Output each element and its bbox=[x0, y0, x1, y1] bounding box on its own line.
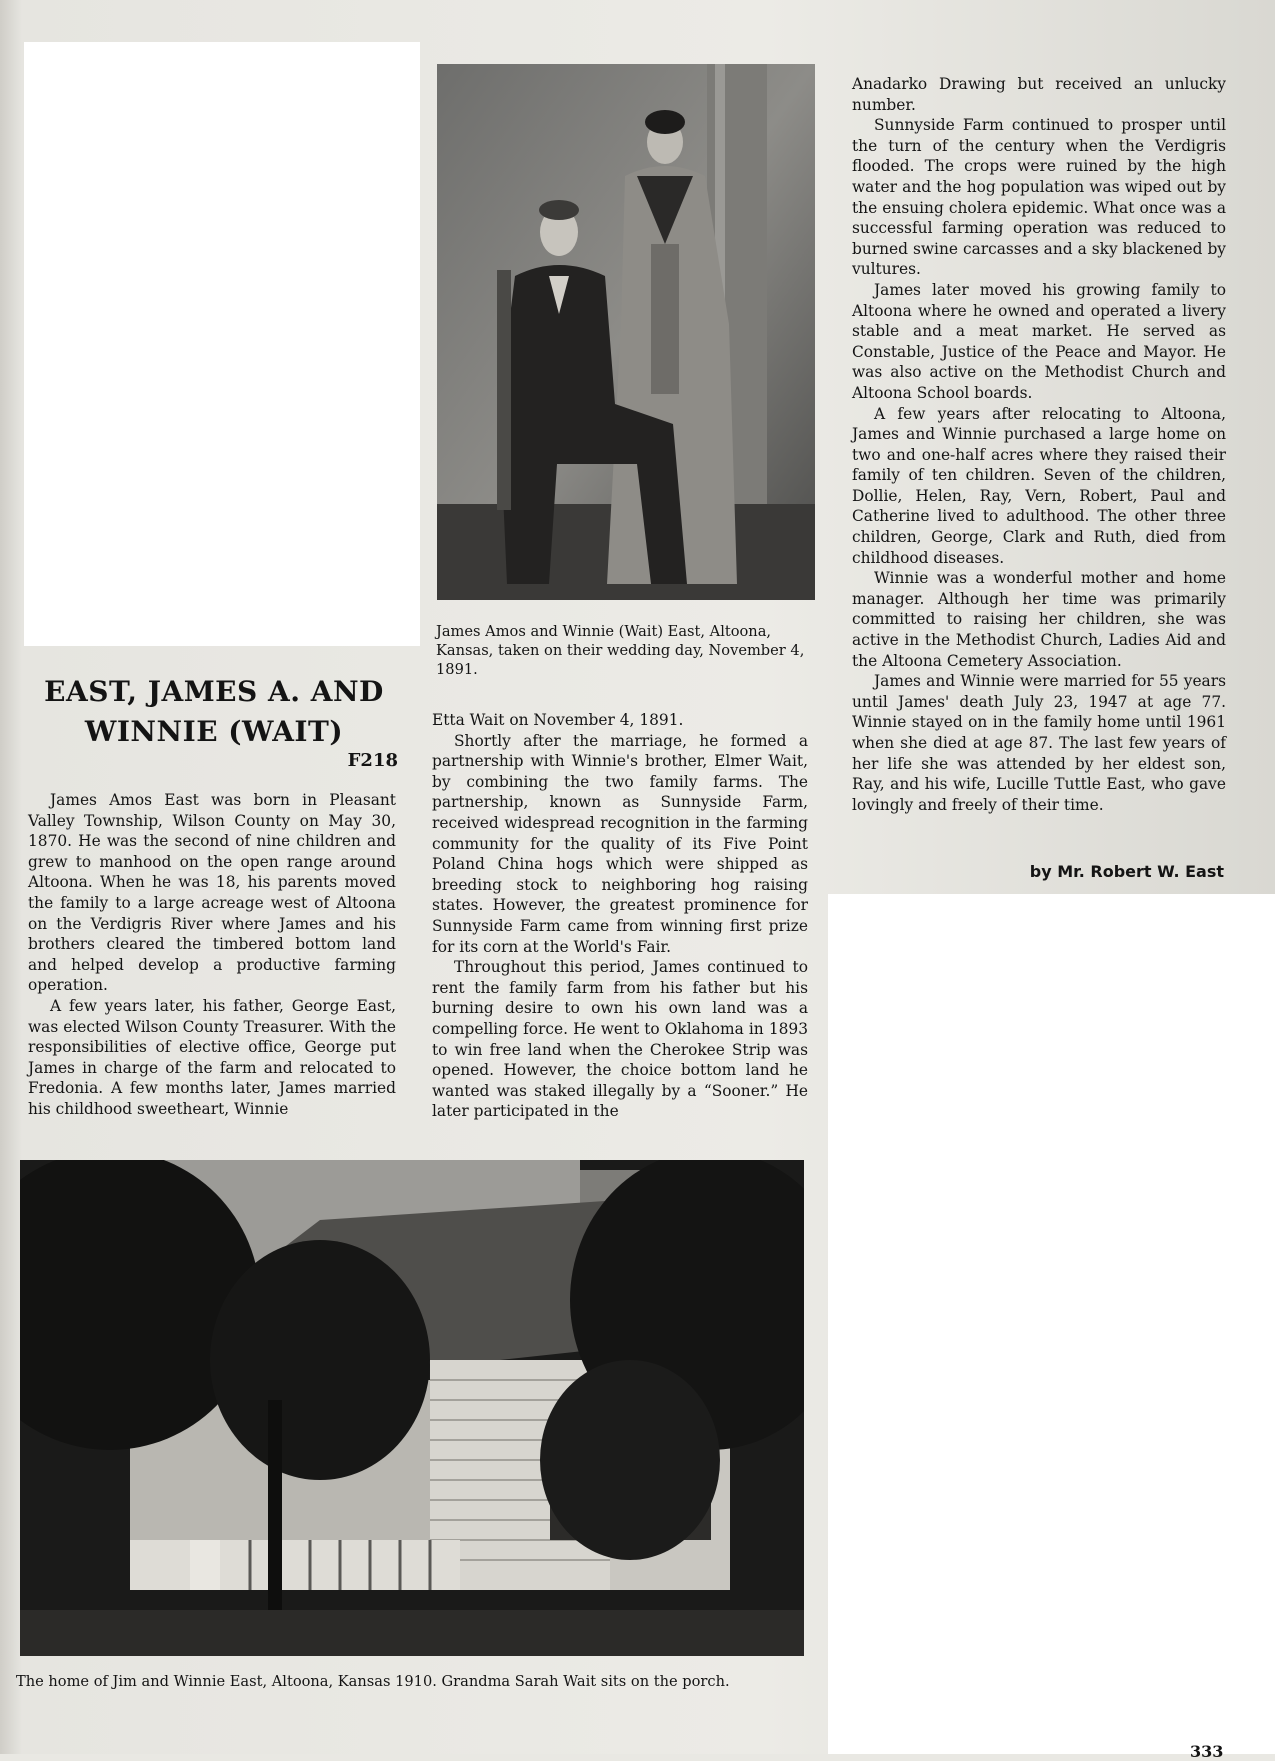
col3-paragraph: Anadarko Drawing but received an unlucky number. bbox=[852, 75, 1226, 114]
col2-paragraph: Shortly after the marriage, he formed a partnership with Winnie's brother, Elmer Wait, by combining the two family farms. The partnership, known as Sunnyside Farm, received widespread recognition in the farming community for the quality of its Five Point Poland China hogs which were shipped as breeding stock to neighboring hog raising states. However, the greatest prominence for Sunnyside Farm came from winning first prize for its corn at the World's Fair. bbox=[432, 731, 808, 956]
col3-paragraph: A few years after relocating to Altoona, James and Winnie purchased a large home on two and one-half acres where they raised their family of ten children. Seven of the children, Dollie, Helen, Ray, Vern, Robert, Paul and Catherine lived to adulthood. The other three children, George, Clark and Ruth, died from childhood diseases. bbox=[852, 404, 1226, 567]
col1-paragraph: A few years later, his father, George East, was elected Wilson County Treasurer. With the responsibilities of elective office, George put James in charge of the farm and relocated to Fredonia. A few months later, James married his childhood sweetheart, Winnie bbox=[28, 996, 396, 1118]
column-2 bbox=[432, 710, 808, 1122]
house-caption: The home of Jim and Winnie East, Altoona, Kansas 1910. Grandma Sarah Wait sits on the porch. bbox=[16, 1673, 730, 1690]
col2-paragraph: Etta Wait on November 4, 1891. bbox=[432, 711, 684, 729]
house-photo bbox=[20, 1160, 804, 1656]
article-code: F218 bbox=[347, 750, 398, 771]
wedding-portrait-photo bbox=[437, 64, 815, 600]
blank-region-right bbox=[828, 894, 1275, 1754]
col3-paragraph: James and Winnie were married for 55 years until James' death July 23, 1947 at age 77. Winnie stayed on in the family home until 1961 when she died at age 87. The last few years of her life she was attended by her eldest son, Ray, and his wife, Lucille Tuttle East, who gave lovingly and freely of their time. bbox=[852, 672, 1226, 814]
col2-paragraph: Throughout this period, James continued to rent the family farm from his father but his burning desire to own his own land was a compelling force. He went to Oklahoma in 1893 to win free land when the Cherokee Strip was opened. However, the choice bottom land he wanted was staked illegally by a “Sooner.” He later participated in the bbox=[432, 958, 808, 1121]
col3-paragraph: Winnie was a wonderful mother and home manager. Although her time was primarily committed to raising her children, she was active in the Methodist Church, Ladies Aid and the Altoona Cemetery Association. bbox=[852, 569, 1226, 670]
blank-region-top-left bbox=[24, 42, 420, 646]
article-byline: by Mr. Robert W. East bbox=[1029, 862, 1224, 881]
page-number: 333 bbox=[1190, 1742, 1224, 1761]
col3-paragraph: Sunnyside Farm continued to prosper until the turn of the century when the Verdigris flooded. The crops were ruined by the high water and the hog population was wiped out by the ensuing cholera epidemic. What once was a successful farming operation was reduced to burned swine carcasses and a sky blackened by vultures. bbox=[852, 116, 1226, 279]
column-3 bbox=[852, 74, 1226, 815]
column-1 bbox=[28, 790, 396, 1120]
col1-paragraph: James Amos East was born in Pleasant Valley Township, Wilson County on May 30, 1870. He was the second of nine children and grew to manhood on the open range around Altoona. When he was 18, his parents moved the family to a large acreage west of Altoona on the Verdigris River where James and his brothers cleared the timbered bottom land and helped develop a productive farming operation. bbox=[28, 791, 396, 995]
article-title: EAST, JAMES A. AND WINNIE (WAIT) bbox=[44, 675, 384, 748]
portrait-caption: James Amos and Winnie (Wait) East, Altoona, Kansas, taken on their wedding day, November 4, 1891. bbox=[436, 623, 805, 678]
col3-paragraph: James later moved his growing family to Altoona where he owned and operated a livery stable and a meat market. He served as Constable, Justice of the Peace and Mayor. He was also active on the Methodist Church and Altoona School boards. bbox=[852, 280, 1226, 402]
